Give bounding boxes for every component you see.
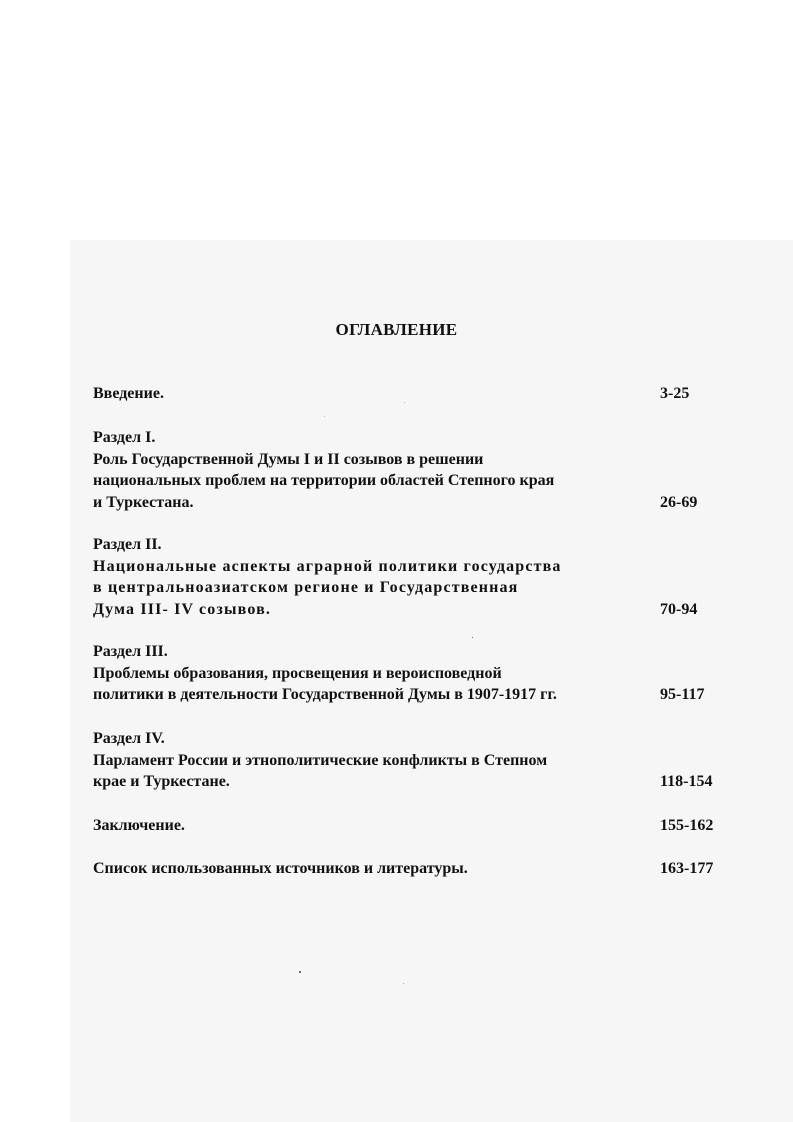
toc-section-title-line: крае и Туркестане. bbox=[93, 773, 230, 790]
toc-section-label: Раздел I. bbox=[93, 429, 156, 446]
toc-section-title-line: Парламент России и этнополитические конфликты в Степном bbox=[93, 751, 548, 769]
toc-entry-heading: Список использованных источников и литературы. bbox=[93, 860, 468, 877]
toc-entry-introduction bbox=[93, 383, 733, 405]
scan-speck bbox=[299, 971, 301, 973]
toc-section-title-line: и Туркестана. bbox=[93, 493, 194, 511]
scan-speck bbox=[472, 637, 473, 638]
toc-section-title-line: Дума III- IV созывов. bbox=[93, 600, 272, 618]
toc-entry-section-3 bbox=[93, 641, 733, 706]
toc-entry-section-4 bbox=[93, 728, 733, 793]
toc-entry-heading: Введение. bbox=[93, 385, 164, 402]
toc-section-title-line: национальных проблем на территории областей Степного края bbox=[93, 472, 555, 489]
toc-page-range: 26-69 bbox=[660, 493, 698, 511]
toc-entry-section-2 bbox=[93, 534, 733, 620]
toc-section-label: Раздел II. bbox=[93, 536, 162, 553]
toc-section-label: Раздел IV. bbox=[93, 730, 165, 747]
page-title: ОГЛАВЛЕНИЕ bbox=[335, 320, 458, 339]
toc-entry-bibliography bbox=[93, 858, 733, 880]
toc-section-title-line: Национальные аспекты аграрной политики государства bbox=[93, 557, 562, 575]
toc-entry-section-1 bbox=[93, 427, 733, 513]
toc-entry-conclusion bbox=[93, 815, 733, 837]
toc-section-title-line: Проблемы образования, просвещения и вероисповедной bbox=[93, 664, 502, 682]
toc-page-range: 70-94 bbox=[660, 600, 698, 618]
toc-section-label: Раздел III. bbox=[93, 643, 168, 660]
toc-page-range: 163-177 bbox=[660, 860, 714, 877]
toc-entry-heading: Заключение. bbox=[93, 817, 185, 834]
toc-section-title-line: Роль Государственной Думы I и II созывов в решении bbox=[93, 450, 484, 468]
toc-page-range: 155-162 bbox=[660, 817, 714, 834]
toc-section-title-line: политики в деятельности Государственной Думы в 1907-1917 гг. bbox=[93, 686, 557, 703]
toc-page-range: 95-117 bbox=[660, 686, 705, 703]
toc-section-title-line: в центральноазиатском регионе и Государственная bbox=[93, 579, 519, 596]
scan-speck bbox=[403, 983, 404, 984]
toc-page-range: 3-25 bbox=[660, 385, 690, 402]
scan-speck bbox=[404, 402, 405, 403]
scan-speck bbox=[324, 416, 325, 417]
toc-page-range: 118-154 bbox=[660, 773, 713, 790]
